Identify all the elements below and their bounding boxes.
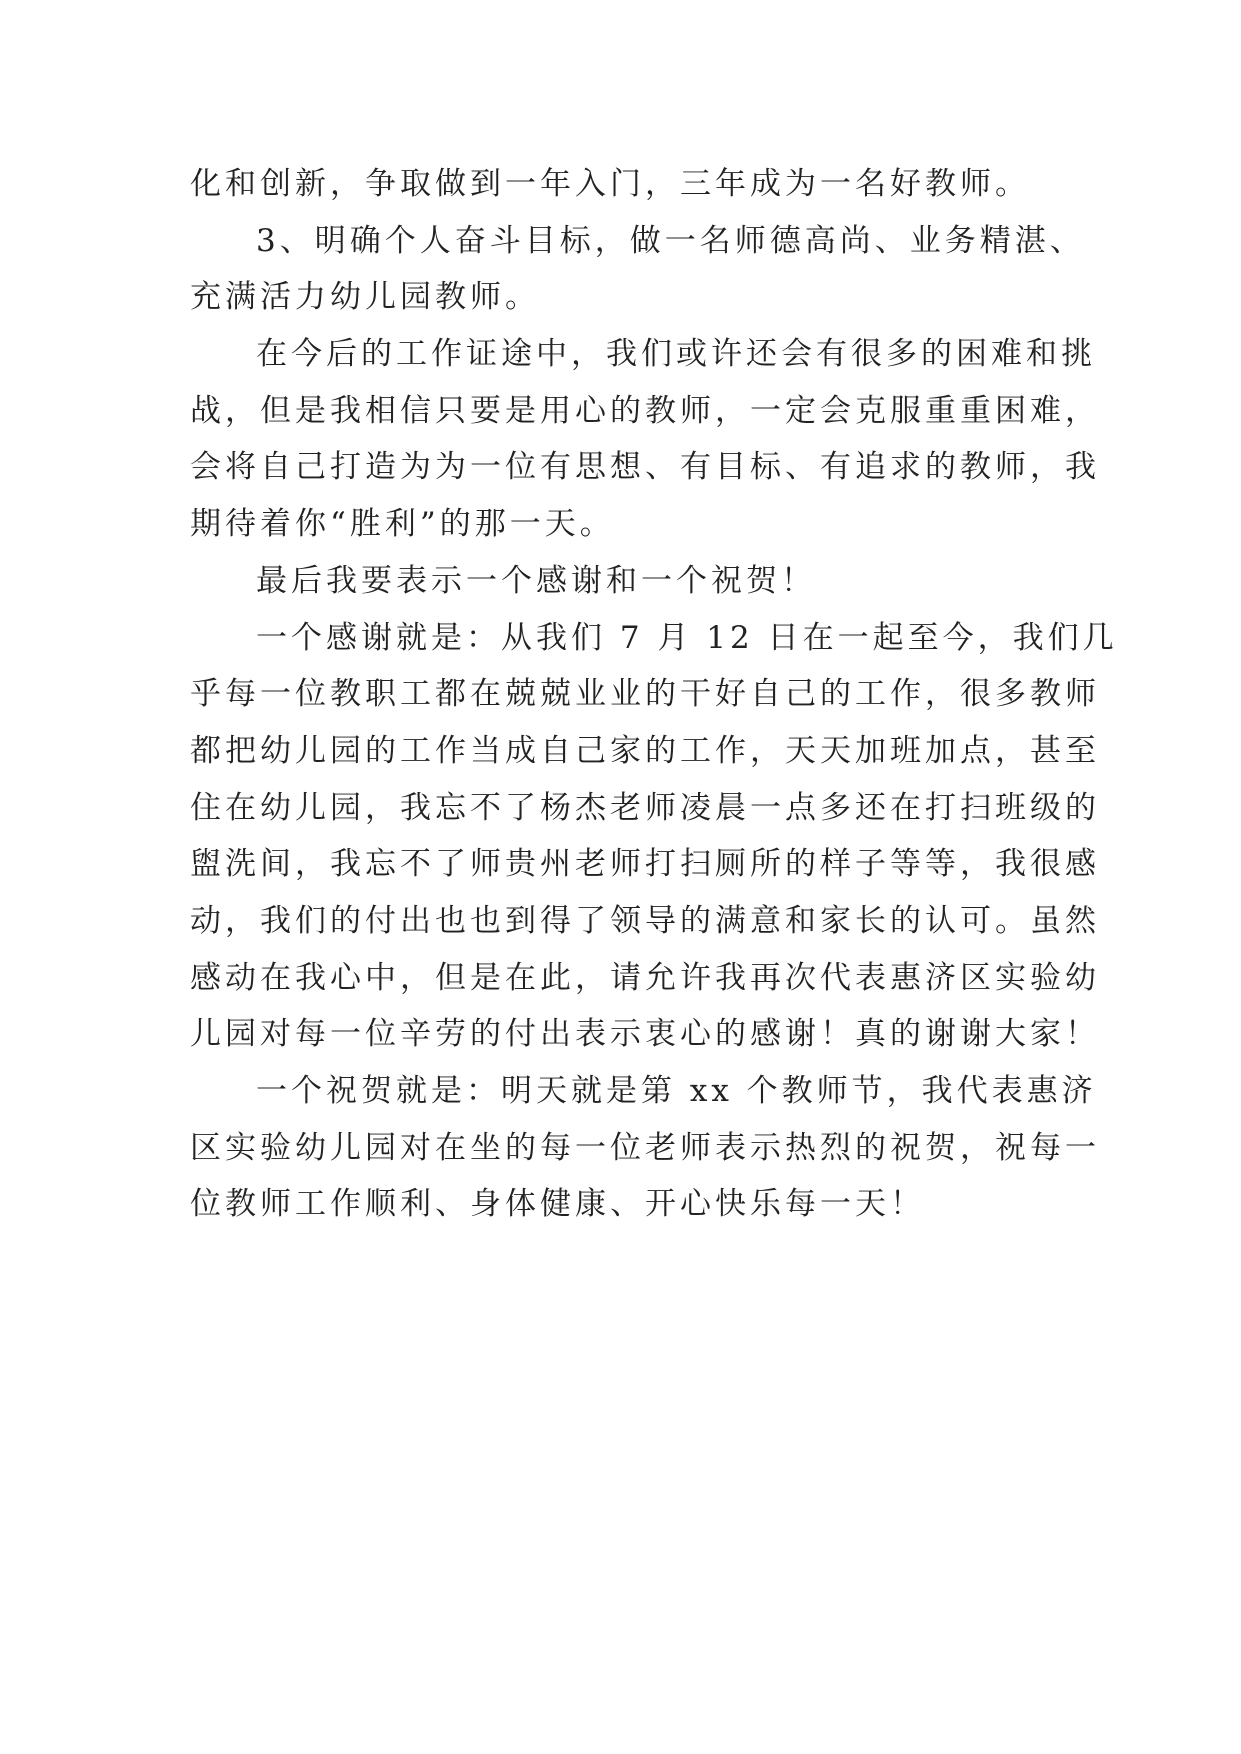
text-line: 儿园对每一位辛劳的付出表示衷心的感谢！真的谢谢大家！ — [190, 1016, 1100, 1053]
text-line: 期待着你“胜利”的那一天。 — [190, 506, 615, 543]
text-line: 会将自己打造为为一位有思想、有目标、有追求的教师，我 — [190, 449, 1100, 486]
paragraph-start-line: 在今后的工作证途中，我们或许还会有很多的困难和挑 — [256, 336, 1096, 373]
text-line: 都把幼儿园的工作当成自己家的工作，天天加班加点，甚至 — [190, 732, 1100, 769]
text-line: 位教师工作顺利、身体健康、开心快乐每一天！ — [190, 1186, 925, 1223]
document-body — [190, 156, 1118, 1233]
text-line: 乎每一位教职工都在兢兢业业的干好自己的工作，很多教师 — [190, 676, 1100, 713]
paragraph-start-line: 一个感谢就是：从我们 7 月 12 日在一起至今，我们几 — [256, 619, 1118, 656]
text-line: 动，我们的付出也也到得了领导的满意和家长的认可。虽然 — [190, 902, 1100, 939]
text-line: 住在幼儿园，我忘不了杨杰老师凌晨一点多还在打扫班级的 — [190, 789, 1100, 826]
text-line: 感动在我心中，但是在此，请允许我再次代表惠济区实验幼 — [190, 959, 1100, 996]
text-line: 充满活力幼儿园教师。 — [190, 279, 540, 316]
text-line: 化和创新，争取做到一年入门，三年成为一名好教师。 — [190, 166, 1030, 202]
paragraph-start-line: 一个祝贺就是：明天就是第 xx 个教师节，我代表惠济 — [256, 1073, 1097, 1109]
text-line: 区实验幼儿园对在坐的每一位老师表示热烈的祝贺，祝每一 — [190, 1129, 1100, 1166]
paragraph-start-line: 3、明确个人奋斗目标，做一名师德高尚、业务精湛、 — [256, 222, 1085, 259]
text-line: 盥洗间，我忘不了师贵州老师打扫厕所的样子等等，我很感 — [190, 846, 1100, 883]
text-line: 战，但是我相信只要是用心的教师，一定会克服重重困难， — [190, 392, 1100, 429]
paragraph-start-line: 最后我要表示一个感谢和一个祝贺！ — [256, 562, 816, 599]
